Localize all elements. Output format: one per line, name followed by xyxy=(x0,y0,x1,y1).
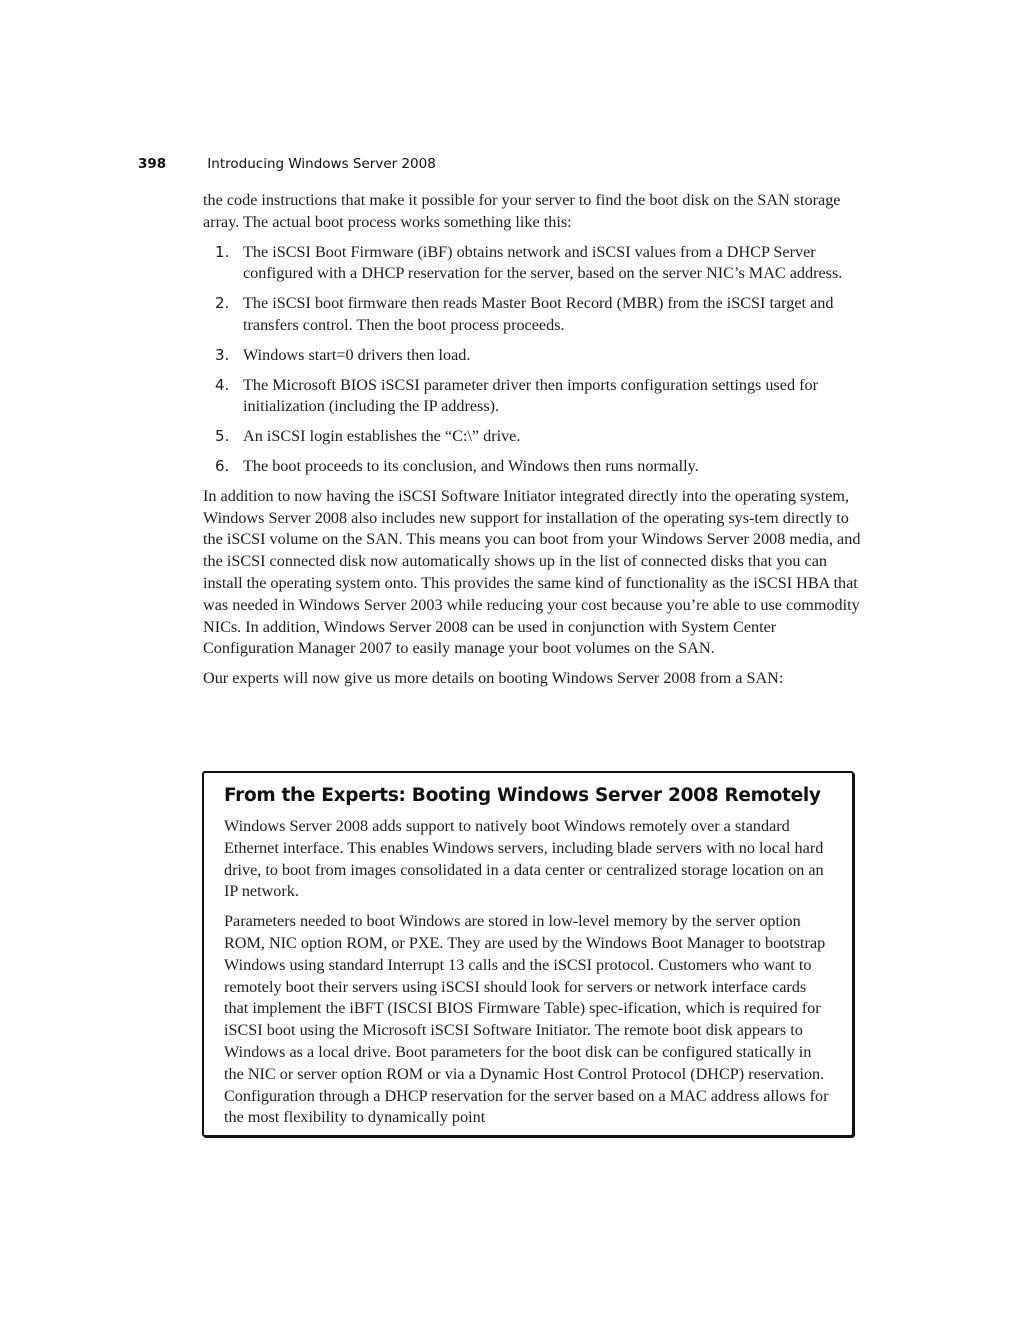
list-item xyxy=(203,293,863,337)
sidebar-title: From the Experts: Booting Windows Server 2008 Remotely xyxy=(224,785,821,806)
sidebar-paragraph: Parameters needed to boot Windows are stored in low-level memory by the server option ROM, NIC option ROM, or PXE. They are used by the Windows Boot Manager to bootstrap Windows using standard Interrupt 13 calls and the iSCSI protocol. Customers who want to remotely boot their servers using iSCSI should look for servers or network interface cards that implement the iBFT (ISCSI BIOS Firmware Table) spec-ification, which is required for iSCSI boot using the Microsoft iSCSI Software Initiator. The remote boot disk appears to Windows as a local drive. Boot parameters for the boot disk can be configured statically in the NIC or server option ROM or via a Dynamic Host Control Protocol (DHCP) reservation. Configuration through a DHCP reservation for the server based on a MAC address allows for the most flexibility to dynamically point xyxy=(224,912,829,1127)
step-number: 1. xyxy=(215,242,230,261)
intro-paragraph: the code instructions that make it possible for your server to find the boot disk on the SAN storage array. The actual boot process works something like this: xyxy=(203,191,841,231)
boot-steps-list xyxy=(203,242,863,478)
list-item xyxy=(203,242,863,286)
chapter-title: Introducing Windows Server 2008 xyxy=(207,156,436,172)
page-number: 398 xyxy=(138,156,167,172)
step-number: 3. xyxy=(215,345,230,364)
body-text xyxy=(203,190,863,698)
step-number: 6. xyxy=(215,456,230,475)
step-number: 5. xyxy=(215,427,230,446)
step-text: The boot proceeds to its conclusion, and Windows then runs normally. xyxy=(243,456,699,475)
step-text: The iSCSI Boot Firmware (iBF) obtains network and iSCSI values from a DHCP Server configured with a DHCP reservation for the server, based on the server NIC’s MAC address. xyxy=(243,242,843,283)
sidebar-paragraph: Windows Server 2008 adds support to natively boot Windows remotely over a standard Ethernet interface. This enables Windows servers, including blade servers with no local hard drive, to boot from images consolidated in a data center or centralized storage location on an IP network. xyxy=(224,817,824,901)
list-item xyxy=(203,426,863,448)
iscsi-install-paragraph: In addition to now having the iSCSI Software Initiator integrated directly into the operating system, Windows Server 2008 also includes new support for installation of the operating sys-tem directly to the iSCSI volume on the SAN. This means you can boot from your Windows Server 2008 media, and the iSCSI connected disk now automatically shows up in the list of connected disks that you can install the operating system onto. This provides the same kind of functionality as the iSCSI HBA that was needed in Windows Server 2003 while reducing your cost because you’re able to use commodity NICs. In addition, Windows Server 2008 can be used in conjunction with System Center Configuration Manager 2007 to easily manage your boot volumes on the SAN. xyxy=(203,486,861,658)
step-text: An iSCSI login establishes the “C:\” drive. xyxy=(243,427,521,446)
list-item xyxy=(203,345,863,367)
step-text: Windows start=0 drivers then load. xyxy=(243,345,471,364)
step-number: 4. xyxy=(215,375,230,394)
step-text: The iSCSI boot firmware then reads Master Boot Record (MBR) from the iSCSI target and transfers control. Then the boot process proceeds. xyxy=(243,294,834,334)
from-the-experts-sidebar xyxy=(202,771,854,1137)
list-item xyxy=(203,375,863,419)
step-number: 2. xyxy=(215,294,230,313)
list-item xyxy=(203,456,863,478)
running-head xyxy=(138,156,436,172)
step-text: The Microsoft BIOS iSCSI parameter driver then imports configuration settings used for initialization (including the IP address). xyxy=(243,375,818,416)
experts-lead-in-paragraph: Our experts will now give us more details on booting Windows Server 2008 from a SAN: xyxy=(203,669,784,688)
